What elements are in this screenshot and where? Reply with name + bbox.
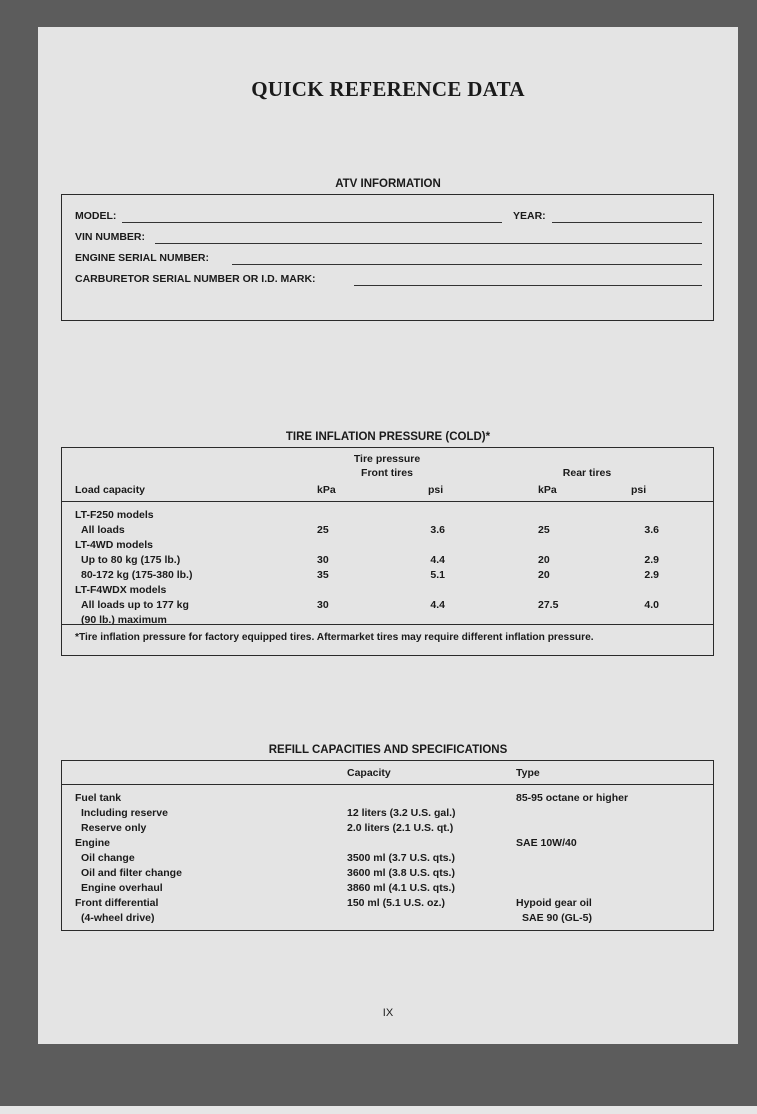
tire-footnote-divider xyxy=(62,624,713,625)
refill-row-capacity: 12 liters (3.2 U.S. gal.) xyxy=(347,807,456,819)
tire-row-rear-psi: 4.0 xyxy=(644,599,659,611)
front-tires-header: Front tires xyxy=(361,467,413,479)
tire-row-rear-kpa: 25 xyxy=(538,524,550,536)
load-capacity-header: Load capacity xyxy=(75,484,146,496)
tire-row-rear-psi: 3.6 xyxy=(644,524,659,536)
tire-footnote: *Tire inflation pressure for factory equipped tires. Aftermarket tires may require different inflation pressure. xyxy=(75,632,594,643)
tire-row-rear-psi: 2.9 xyxy=(644,554,659,566)
refill-heading: REFILL CAPACITIES AND SPECIFICATIONS xyxy=(268,744,508,756)
carb-serial-label: CARBURETOR SERIAL NUMBER OR I.D. MARK: xyxy=(75,273,316,285)
front-psi-header: psi xyxy=(428,484,444,496)
refill-row-capacity: 150 ml (5.1 U.S. oz.) xyxy=(347,897,446,909)
tire-row-label: LT-F4WDX models xyxy=(75,584,167,596)
engine-serial-label: ENGINE SERIAL NUMBER: xyxy=(75,252,209,264)
refill-row-label: Reserve only xyxy=(81,822,147,834)
refill-row-label: (4-wheel drive) xyxy=(81,912,155,924)
refill-row-label: Engine overhaul xyxy=(81,882,163,894)
tire-pressure-header: Tire pressure xyxy=(353,453,421,465)
atv-info-heading: ATV INFORMATION xyxy=(335,178,441,190)
refill-header-divider xyxy=(62,784,713,785)
tire-row-label: (90 lb.) maximum xyxy=(81,614,167,626)
tire-row-label: All loads xyxy=(81,524,125,536)
tire-row-label: Up to 80 kg (175 lb.) xyxy=(81,554,181,566)
front-kpa-header: kPa xyxy=(317,484,336,496)
refill-row-capacity: 2.0 liters (2.1 U.S. qt.) xyxy=(347,822,454,834)
tire-header-divider xyxy=(62,501,713,502)
tire-row-front-psi: 4.4 xyxy=(430,599,445,611)
tire-row-front-kpa: 30 xyxy=(317,554,329,566)
model-field[interactable] xyxy=(122,222,502,223)
refill-row-label: Engine xyxy=(75,837,111,849)
tire-row-rear-psi: 2.9 xyxy=(644,569,659,581)
tire-row-front-kpa: 35 xyxy=(317,569,329,581)
atv-info-box xyxy=(61,194,714,321)
refill-row-type: SAE 10W/40 xyxy=(516,837,577,849)
tire-row-label: 80-172 kg (175-380 lb.) xyxy=(81,569,193,581)
tire-row-rear-kpa: 20 xyxy=(538,554,550,566)
carb-serial-field[interactable] xyxy=(354,285,702,286)
tire-row-label: LT-F250 models xyxy=(75,509,154,521)
document-page xyxy=(38,27,738,1044)
tire-row-front-psi: 3.6 xyxy=(430,524,445,536)
tire-heading: TIRE INFLATION PRESSURE (COLD)* xyxy=(285,431,491,443)
refill-row-label: Fuel tank xyxy=(75,792,122,804)
tire-row-label: All loads up to 177 kg xyxy=(81,599,189,611)
engine-serial-field[interactable] xyxy=(232,264,702,265)
tire-row-front-psi: 5.1 xyxy=(430,569,445,581)
refill-row-type: 85-95 octane or higher xyxy=(516,792,629,804)
refill-row-label: Front differential xyxy=(75,897,159,909)
page-bottom-edge xyxy=(0,1106,757,1114)
tire-row-label: LT-4WD models xyxy=(75,539,153,551)
tire-row-front-psi: 4.4 xyxy=(430,554,445,566)
refill-row-capacity: 3500 ml (3.7 U.S. qts.) xyxy=(347,852,455,864)
tire-table xyxy=(61,447,714,656)
page-title: QUICK REFERENCE DATA xyxy=(251,77,525,101)
refill-row-label: Including reserve xyxy=(81,807,168,819)
year-field[interactable] xyxy=(552,222,702,223)
type-header: Type xyxy=(516,767,540,779)
page-number: IX xyxy=(382,1007,394,1019)
rear-kpa-header: kPa xyxy=(538,484,557,496)
capacity-header: Capacity xyxy=(347,767,391,779)
refill-row-label: Oil change xyxy=(81,852,135,864)
rear-tires-header: Rear tires xyxy=(562,467,612,479)
tire-row-rear-kpa: 27.5 xyxy=(538,599,559,611)
refill-row-capacity: 3860 ml (4.1 U.S. qts.) xyxy=(347,882,455,894)
tire-row-rear-kpa: 20 xyxy=(538,569,550,581)
vin-field[interactable] xyxy=(155,243,702,244)
refill-row-type: Hypoid gear oil xyxy=(516,897,592,909)
refill-row-label: Oil and filter change xyxy=(81,867,182,879)
refill-row-type: SAE 90 (GL-5) xyxy=(522,912,593,924)
year-label: YEAR: xyxy=(513,210,546,222)
tire-row-front-kpa: 30 xyxy=(317,599,329,611)
vin-label: VIN NUMBER: xyxy=(75,231,145,243)
refill-row-capacity: 3600 ml (3.8 U.S. qts.) xyxy=(347,867,455,879)
model-label: MODEL: xyxy=(75,210,117,222)
tire-row-front-kpa: 25 xyxy=(317,524,329,536)
refill-table xyxy=(61,760,714,931)
rear-psi-header: psi xyxy=(631,484,647,496)
